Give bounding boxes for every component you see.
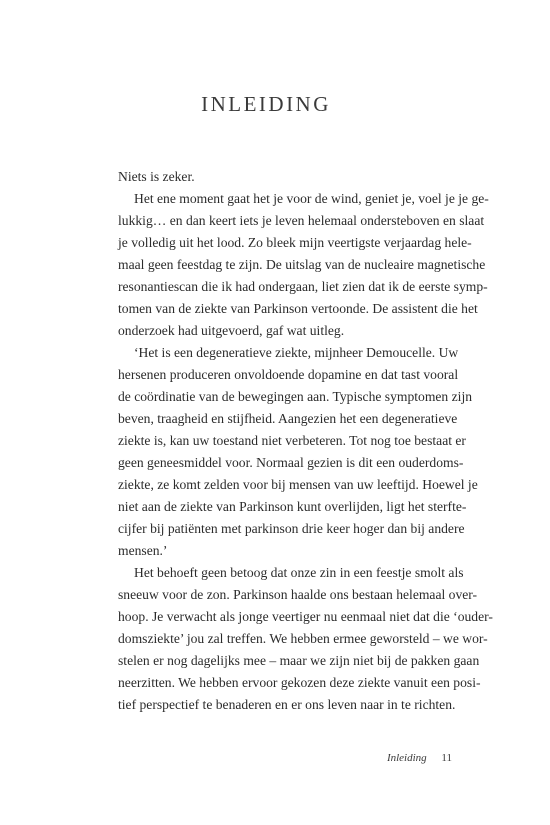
text-line: maal geen feestdag te zijn. De uitslag van de nucleaire magnetische [118, 257, 486, 272]
body-text [118, 166, 493, 716]
running-head: Inleiding [386, 752, 427, 764]
text-line: mensen.’ [118, 543, 168, 558]
text-line: je volledig uit het lood. Zo bleek mijn veertigste verjaardag hele- [118, 235, 472, 250]
page-footer [387, 752, 452, 764]
text-line: tomen van de ziekte van Parkinson vertoonde. De assistent die het [118, 301, 478, 316]
text-line: Het ene moment gaat het je voor de wind, geniet je, voel je je ge- [134, 191, 489, 206]
text-line: geen geneesmiddel voor. Normaal gezien is dit een ouderdoms- [118, 455, 464, 470]
text-line: de coördinatie van de bewegingen aan. Typische symptomen zijn [118, 389, 473, 404]
text-line: resonantiescan die ik had ondergaan, liet zien dat ik de eerste symp- [118, 279, 488, 294]
text-line: sneeuw voor de zon. Parkinson haalde ons bestaan helemaal over- [118, 587, 478, 602]
text-line: niet aan de ziekte van Parkinson kunt overlijden, ligt het sterfte- [118, 499, 467, 514]
text-line: tief perspectief te benaderen en er ons leven naar in te richten. [118, 697, 456, 712]
paragraph [118, 166, 440, 188]
text-line: beven, traagheid en stijfheid. Aangezien het een degeneratieve [118, 411, 458, 426]
text-line: neerzitten. We hebben ervoor gekozen deze ziekte vanuit een posi- [118, 675, 481, 690]
paragraph [118, 562, 493, 716]
page-number: 11 [441, 752, 452, 764]
text-line: hersenen produceren onvoldoende dopamine en dat tast vooral [118, 367, 459, 382]
chapter-title: INLEIDING [201, 92, 331, 117]
text-line: onderzoek had uitgevoerd, gaf wat uitleg. [118, 323, 345, 338]
text-line: lukkig… en dan keert iets je leven helemaal ondersteboven en slaat [118, 213, 485, 228]
text-line: stelen er nog dagelijks mee – maar we zijn niet bij de pakken gaan [118, 653, 480, 668]
text-line: cijfer bij patiënten met parkinson drie keer hoger dan bij andere [118, 521, 465, 536]
text-line: hoop. Je verwacht als jonge veertiger nu eenmaal niet dat die ‘ouder- [118, 609, 493, 624]
text-line: ziekte is, kan uw toestand niet verbeteren. Tot nog toe bestaat er [118, 433, 466, 448]
paragraph [118, 188, 489, 342]
paragraph [118, 342, 478, 562]
text-line: ‘Het is een degeneratieve ziekte, mijnheer Demoucelle. Uw [134, 345, 459, 360]
text-line: ziekte, ze komt zelden voor bij mensen van uw leeftijd. Hoewel je [118, 477, 478, 492]
text-line: Niets is zeker. [118, 169, 195, 184]
text-line: domsziekte’ jou zal treffen. We hebben ermee geworsteld – we wor- [118, 631, 488, 646]
text-line: Het behoeft geen betoog dat onze zin in een feestje smolt als [134, 565, 464, 580]
